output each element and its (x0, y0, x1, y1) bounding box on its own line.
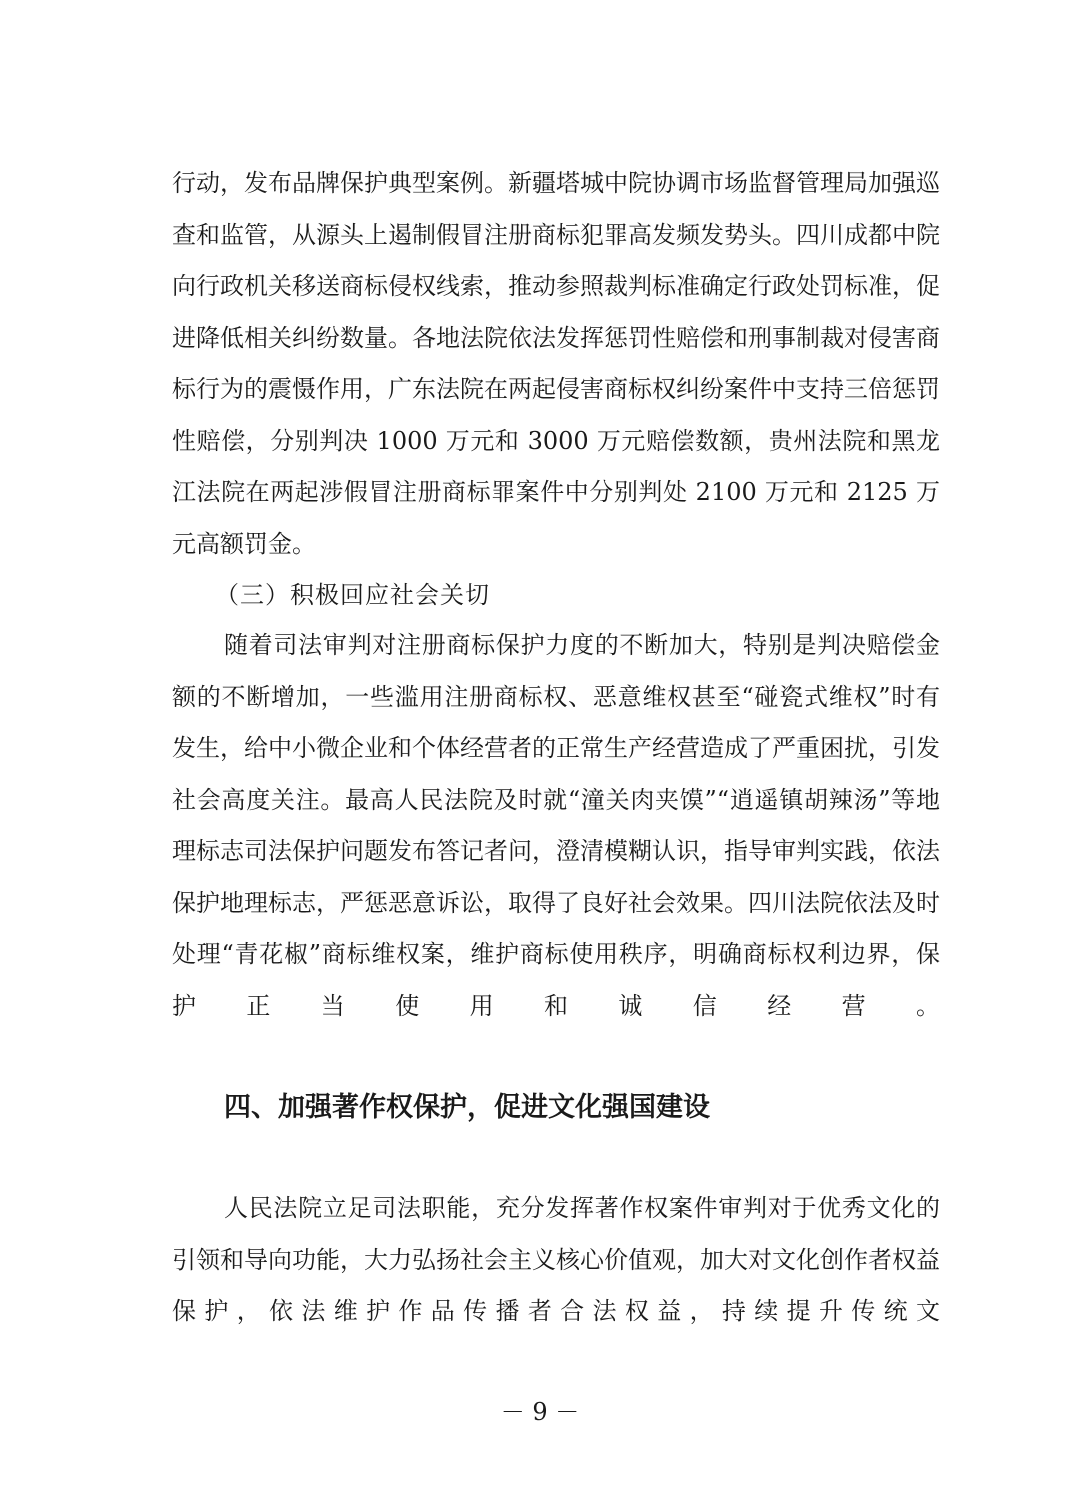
page-number: － 9 － (500, 1398, 580, 1426)
paragraph-trademark-enforcement: 行动，发布品牌保护典型案例。新疆塔城中院协调市场监督管理局加强巡查和监管，从源头上遏制假冒注册商标犯罪高发频发势头。四川成都中院向行政机关移送商标侵权线索，推动参照裁判标准确定行政处罚标准，促进降低相关纠纷数量。各地法院依法发挥惩罚性赔偿和刑事制裁对侵害商标行为的震慑作用，广东法院在两起侵害商标权纠纷案件中支持三倍惩罚性赔偿，分别判决 1000 万元和 3000 万元赔偿数额，贵州法院和黑龙江法院在两起涉假冒注册商标罪案件中分别判处 2100 万元和 2125 万元高额罚金。 (172, 169, 940, 558)
paragraph-copyright-intro: 人民法院立足司法职能，充分发挥著作权案件审判对于优秀文化的引领和导向功能，大力弘扬社会主义核心价值观，加大对文化创作者权益保护，依法维护作品传播者合法权益，持续提升传统文 (172, 1194, 940, 1325)
section-title-copyright: 四、加强著作权保护，促进文化强国建设 (224, 1092, 710, 1123)
paragraph-social-concerns: 随着司法审判对注册商标保护力度的不断加大，特别是判决赔偿金额的不断增加，一些滥用注册商标权、恶意维权甚至“碰瓷式维权”时有发生，给中小微企业和个体经营者的正常生产经营造成了严重困扰，引发社会高度关注。最高人民法院及时就“潼关肉夹馍”“逍遥镇胡辣汤”等地理标志司法保护问题发布答记者问，澄清模糊认识，指导审判实践，依法保护地理标志，严惩恶意诉讼，取得了良好社会效果。四川法院依法及时处理“青花椒”商标维权案，维护商标使用秩序，明确商标权利边界，保护正当使用和诚信经营。 (172, 631, 940, 1020)
subheading-social-concerns: （三）积极回应社会关切 (215, 581, 490, 609)
